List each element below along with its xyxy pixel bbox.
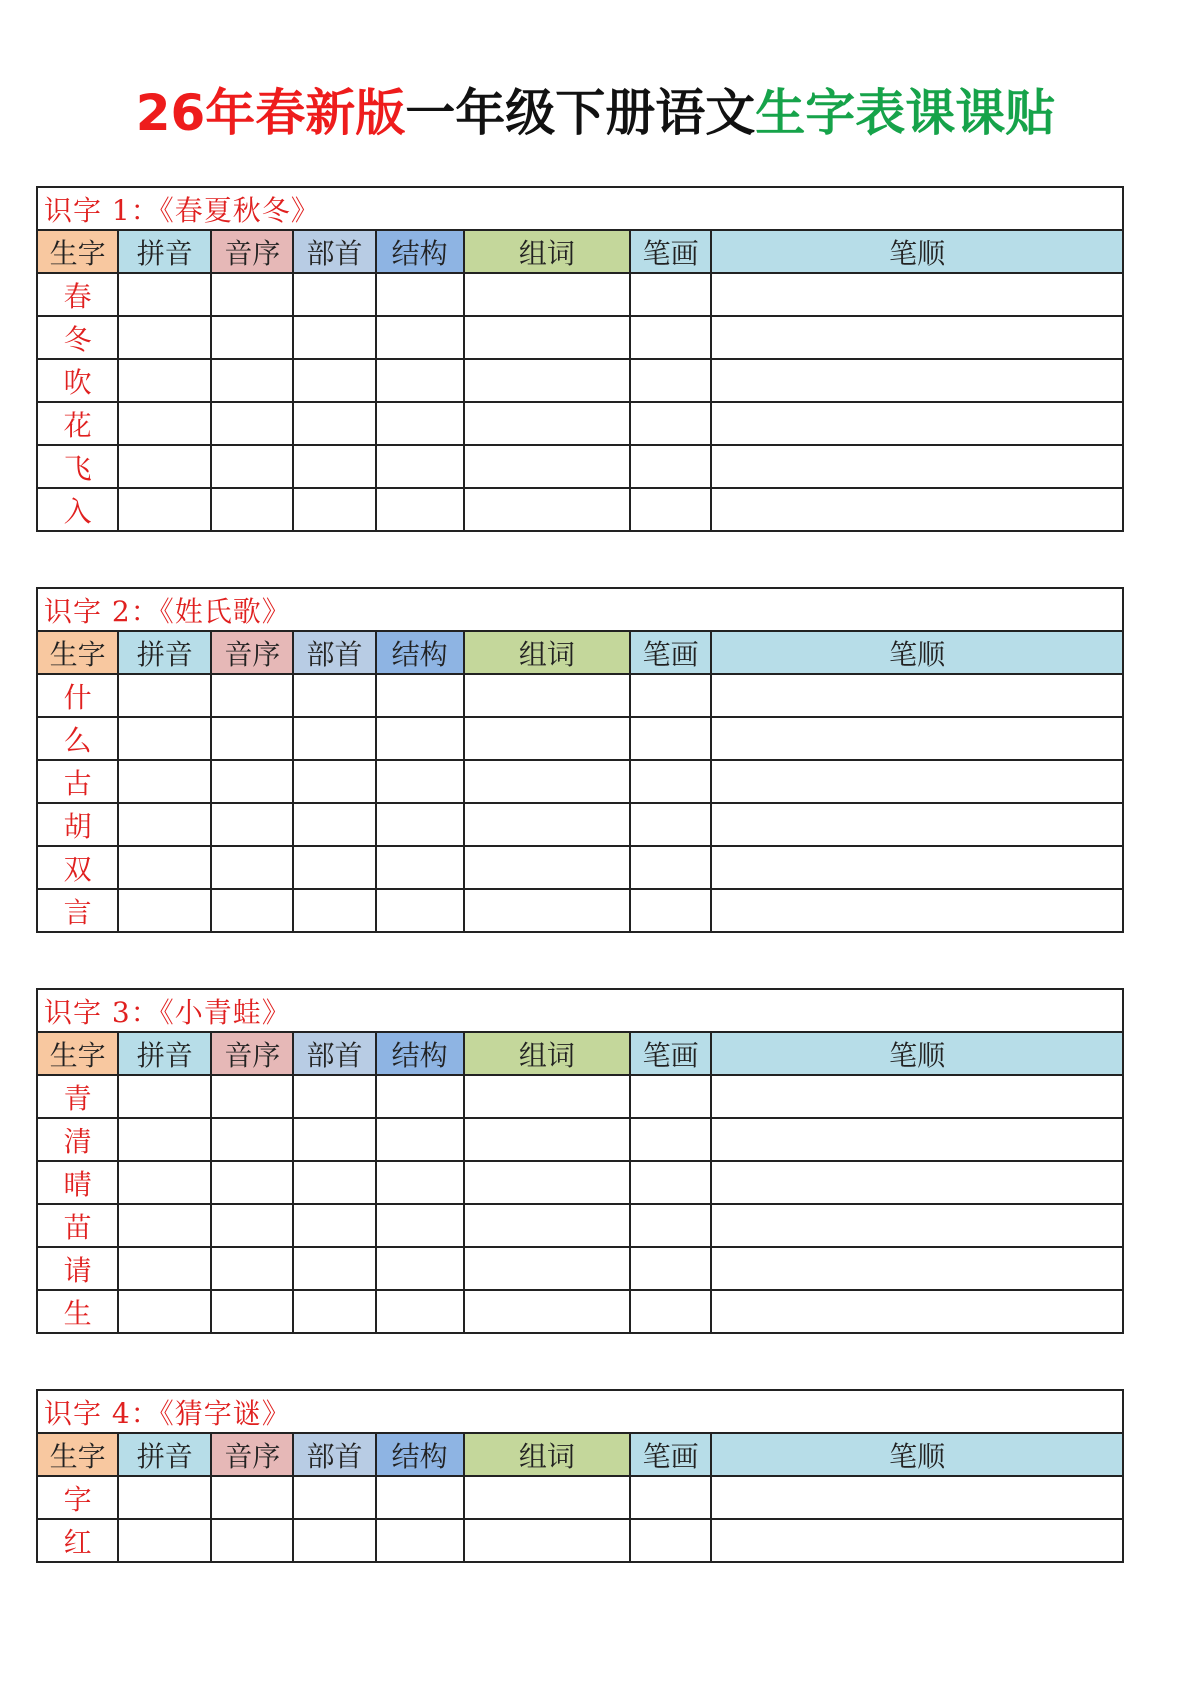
yinxu-cell[interactable] xyxy=(211,402,293,445)
pinyin-cell[interactable] xyxy=(118,889,211,932)
bihua-cell[interactable] xyxy=(630,1161,711,1204)
header-bushou: 部首 xyxy=(293,631,375,674)
header-bishun: 笔顺 xyxy=(711,230,1123,273)
char-cell: 胡 xyxy=(37,803,118,846)
bishun-cell[interactable] xyxy=(711,273,1123,316)
bishun-cell[interactable] xyxy=(711,1476,1123,1519)
bushou-cell[interactable] xyxy=(293,1161,375,1204)
bihua-cell[interactable] xyxy=(630,1118,711,1161)
header-row xyxy=(37,1032,1123,1075)
yinxu-cell[interactable] xyxy=(211,1519,293,1562)
yinxu-cell[interactable] xyxy=(211,1247,293,1290)
jiegou-cell[interactable] xyxy=(376,760,464,803)
bishun-cell[interactable] xyxy=(711,402,1123,445)
header-bishun: 笔顺 xyxy=(711,1433,1123,1476)
jiegou-cell[interactable] xyxy=(376,1476,464,1519)
yinxu-cell[interactable] xyxy=(211,1118,293,1161)
table-row xyxy=(37,1075,1123,1118)
header-shengzi: 生字 xyxy=(37,631,118,674)
bishun-cell[interactable] xyxy=(711,1519,1123,1562)
table-row xyxy=(37,717,1123,760)
jiegou-cell[interactable] xyxy=(376,1075,464,1118)
pinyin-cell[interactable] xyxy=(118,674,211,717)
zuci-cell[interactable] xyxy=(464,1476,630,1519)
table-row xyxy=(37,760,1123,803)
char-cell: 么 xyxy=(37,717,118,760)
header-yinxu: 音序 xyxy=(211,1032,293,1075)
lesson-caption: 识字 1：《春夏秋冬》 xyxy=(37,187,1123,230)
table-row xyxy=(37,674,1123,717)
pinyin-cell[interactable] xyxy=(118,1519,211,1562)
bishun-cell[interactable] xyxy=(711,1204,1123,1247)
pinyin-cell[interactable] xyxy=(118,273,211,316)
pinyin-cell[interactable] xyxy=(118,1118,211,1161)
yinxu-cell[interactable] xyxy=(211,760,293,803)
zuci-cell[interactable] xyxy=(464,674,630,717)
jiegou-cell[interactable] xyxy=(376,889,464,932)
bishun-cell[interactable] xyxy=(711,717,1123,760)
bushou-cell[interactable] xyxy=(293,359,375,402)
table-row xyxy=(37,1204,1123,1247)
lesson-caption: 识字 4：《猜字谜》 xyxy=(37,1390,1123,1433)
bihua-cell[interactable] xyxy=(630,445,711,488)
bihua-cell[interactable] xyxy=(630,717,711,760)
char-cell: 双 xyxy=(37,846,118,889)
zuci-cell[interactable] xyxy=(464,1075,630,1118)
yinxu-cell[interactable] xyxy=(211,717,293,760)
header-zuci: 组词 xyxy=(464,230,630,273)
header-yinxu: 音序 xyxy=(211,230,293,273)
header-pinyin: 拼音 xyxy=(118,230,211,273)
char-cell: 清 xyxy=(37,1118,118,1161)
bishun-cell[interactable] xyxy=(711,760,1123,803)
zuci-cell[interactable] xyxy=(464,273,630,316)
bihua-cell[interactable] xyxy=(630,1204,711,1247)
zuci-cell[interactable] xyxy=(464,1290,630,1333)
char-cell: 字 xyxy=(37,1476,118,1519)
header-jiegou: 结构 xyxy=(376,1032,464,1075)
pinyin-cell[interactable] xyxy=(118,488,211,531)
header-zuci: 组词 xyxy=(464,1433,630,1476)
zuci-cell[interactable] xyxy=(464,445,630,488)
bishun-cell[interactable] xyxy=(711,1075,1123,1118)
pinyin-cell[interactable] xyxy=(118,760,211,803)
header-jiegou: 结构 xyxy=(376,1433,464,1476)
bushou-cell[interactable] xyxy=(293,488,375,531)
pinyin-cell[interactable] xyxy=(118,1290,211,1333)
header-bushou: 部首 xyxy=(293,1433,375,1476)
yinxu-cell[interactable] xyxy=(211,1161,293,1204)
header-bishun: 笔顺 xyxy=(711,1032,1123,1075)
bihua-cell[interactable] xyxy=(630,1290,711,1333)
bihua-cell[interactable] xyxy=(630,273,711,316)
table-row xyxy=(37,1247,1123,1290)
zuci-cell[interactable] xyxy=(464,1247,630,1290)
zuci-cell[interactable] xyxy=(464,1204,630,1247)
zuci-cell[interactable] xyxy=(464,1118,630,1161)
header-bihua: 笔画 xyxy=(630,1433,711,1476)
lesson-table xyxy=(36,587,1124,933)
table-row xyxy=(37,488,1123,531)
yinxu-cell[interactable] xyxy=(211,1075,293,1118)
bushou-cell[interactable] xyxy=(293,273,375,316)
jiegou-cell[interactable] xyxy=(376,1204,464,1247)
bishun-cell[interactable] xyxy=(711,889,1123,932)
bihua-cell[interactable] xyxy=(630,1476,711,1519)
char-cell: 青 xyxy=(37,1075,118,1118)
bushou-cell[interactable] xyxy=(293,889,375,932)
yinxu-cell[interactable] xyxy=(211,803,293,846)
header-pinyin: 拼音 xyxy=(118,1433,211,1476)
lesson-table xyxy=(36,988,1124,1334)
header-zuci: 组词 xyxy=(464,631,630,674)
header-yinxu: 音序 xyxy=(211,631,293,674)
char-cell: 入 xyxy=(37,488,118,531)
zuci-cell[interactable] xyxy=(464,760,630,803)
lesson-caption: 识字 3：《小青蛙》 xyxy=(37,989,1123,1032)
table-row xyxy=(37,889,1123,932)
bushou-cell[interactable] xyxy=(293,760,375,803)
char-cell: 请 xyxy=(37,1247,118,1290)
bihua-cell[interactable] xyxy=(630,359,711,402)
header-bushou: 部首 xyxy=(293,230,375,273)
jiegou-cell[interactable] xyxy=(376,1118,464,1161)
header-shengzi: 生字 xyxy=(37,230,118,273)
jiegou-cell[interactable] xyxy=(376,488,464,531)
header-bushou: 部首 xyxy=(293,1032,375,1075)
jiegou-cell[interactable] xyxy=(376,273,464,316)
yinxu-cell[interactable] xyxy=(211,316,293,359)
char-cell: 什 xyxy=(37,674,118,717)
header-shengzi: 生字 xyxy=(37,1032,118,1075)
pinyin-cell[interactable] xyxy=(118,1476,211,1519)
table-row xyxy=(37,846,1123,889)
bishun-cell[interactable] xyxy=(711,846,1123,889)
lesson-table xyxy=(36,186,1124,532)
jiegou-cell[interactable] xyxy=(376,803,464,846)
jiegou-cell[interactable] xyxy=(376,445,464,488)
zuci-cell[interactable] xyxy=(464,316,630,359)
pinyin-cell[interactable] xyxy=(118,1247,211,1290)
pinyin-cell[interactable] xyxy=(118,846,211,889)
bushou-cell[interactable] xyxy=(293,1476,375,1519)
pinyin-cell[interactable] xyxy=(118,1075,211,1118)
bihua-cell[interactable] xyxy=(630,760,711,803)
pinyin-cell[interactable] xyxy=(118,717,211,760)
header-shengzi: 生字 xyxy=(37,1433,118,1476)
bushou-cell[interactable] xyxy=(293,1290,375,1333)
char-cell: 飞 xyxy=(37,445,118,488)
yinxu-cell[interactable] xyxy=(211,889,293,932)
header-bihua: 笔画 xyxy=(630,1032,711,1075)
header-bihua: 笔画 xyxy=(630,631,711,674)
bihua-cell[interactable] xyxy=(630,1247,711,1290)
pinyin-cell[interactable] xyxy=(118,1204,211,1247)
pinyin-cell[interactable] xyxy=(118,402,211,445)
char-cell: 古 xyxy=(37,760,118,803)
bihua-cell[interactable] xyxy=(630,1519,711,1562)
pinyin-cell[interactable] xyxy=(118,359,211,402)
header-bishun: 笔顺 xyxy=(711,631,1123,674)
pinyin-cell[interactable] xyxy=(118,803,211,846)
bishun-cell[interactable] xyxy=(711,359,1123,402)
jiegou-cell[interactable] xyxy=(376,674,464,717)
pinyin-cell[interactable] xyxy=(118,316,211,359)
zuci-cell[interactable] xyxy=(464,846,630,889)
yinxu-cell[interactable] xyxy=(211,846,293,889)
table-row xyxy=(37,1118,1123,1161)
jiegou-cell[interactable] xyxy=(376,1519,464,1562)
bushou-cell[interactable] xyxy=(293,717,375,760)
lesson-table xyxy=(36,1389,1124,1563)
char-cell: 生 xyxy=(37,1290,118,1333)
bihua-cell[interactable] xyxy=(630,803,711,846)
bushou-cell[interactable] xyxy=(293,1247,375,1290)
zuci-cell[interactable] xyxy=(464,402,630,445)
bihua-cell[interactable] xyxy=(630,316,711,359)
bushou-cell[interactable] xyxy=(293,402,375,445)
title-part-green: 生字表课课贴 xyxy=(755,84,1056,142)
bishun-cell[interactable] xyxy=(711,1118,1123,1161)
bishun-cell[interactable] xyxy=(711,445,1123,488)
bushou-cell[interactable] xyxy=(293,803,375,846)
yinxu-cell[interactable] xyxy=(211,1204,293,1247)
bushou-cell[interactable] xyxy=(293,1204,375,1247)
zuci-cell[interactable] xyxy=(464,1161,630,1204)
yinxu-cell[interactable] xyxy=(211,1290,293,1333)
zuci-cell[interactable] xyxy=(464,488,630,531)
header-pinyin: 拼音 xyxy=(118,1032,211,1075)
header-pinyin: 拼音 xyxy=(118,631,211,674)
zuci-cell[interactable] xyxy=(464,803,630,846)
header-row xyxy=(37,1433,1123,1476)
header-row xyxy=(37,230,1123,273)
bushou-cell[interactable] xyxy=(293,1118,375,1161)
lesson-caption: 识字 2：《姓氏歌》 xyxy=(37,588,1123,631)
table-row xyxy=(37,445,1123,488)
zuci-cell[interactable] xyxy=(464,359,630,402)
bihua-cell[interactable] xyxy=(630,488,711,531)
bushou-cell[interactable] xyxy=(293,674,375,717)
char-cell: 红 xyxy=(37,1519,118,1562)
bishun-cell[interactable] xyxy=(711,674,1123,717)
pinyin-cell[interactable] xyxy=(118,445,211,488)
zuci-cell[interactable] xyxy=(464,717,630,760)
bushou-cell[interactable] xyxy=(293,846,375,889)
header-zuci: 组词 xyxy=(464,1032,630,1075)
char-cell: 春 xyxy=(37,273,118,316)
bishun-cell[interactable] xyxy=(711,1161,1123,1204)
bihua-cell[interactable] xyxy=(630,889,711,932)
jiegou-cell[interactable] xyxy=(376,402,464,445)
table-row xyxy=(37,402,1123,445)
table-row xyxy=(37,803,1123,846)
yinxu-cell[interactable] xyxy=(211,359,293,402)
header-jiegou: 结构 xyxy=(376,631,464,674)
header-yinxu: 音序 xyxy=(211,1433,293,1476)
yinxu-cell[interactable] xyxy=(211,488,293,531)
bushou-cell[interactable] xyxy=(293,1075,375,1118)
char-cell: 言 xyxy=(37,889,118,932)
page-title xyxy=(0,78,1191,148)
zuci-cell[interactable] xyxy=(464,1519,630,1562)
table-row xyxy=(37,359,1123,402)
header-row xyxy=(37,631,1123,674)
yinxu-cell[interactable] xyxy=(211,445,293,488)
bushou-cell[interactable] xyxy=(293,1519,375,1562)
jiegou-cell[interactable] xyxy=(376,316,464,359)
table-row xyxy=(37,316,1123,359)
char-cell: 苗 xyxy=(37,1204,118,1247)
title-part-red: 26年春新版 xyxy=(135,84,406,142)
bishun-cell[interactable] xyxy=(711,1247,1123,1290)
jiegou-cell[interactable] xyxy=(376,1290,464,1333)
yinxu-cell[interactable] xyxy=(211,273,293,316)
jiegou-cell[interactable] xyxy=(376,1161,464,1204)
yinxu-cell[interactable] xyxy=(211,674,293,717)
jiegou-cell[interactable] xyxy=(376,717,464,760)
bushou-cell[interactable] xyxy=(293,445,375,488)
bushou-cell[interactable] xyxy=(293,316,375,359)
title-part-black: 一年级下册语文 xyxy=(405,84,756,142)
char-cell: 花 xyxy=(37,402,118,445)
table-row xyxy=(37,1476,1123,1519)
bishun-cell[interactable] xyxy=(711,316,1123,359)
bihua-cell[interactable] xyxy=(630,402,711,445)
table-row xyxy=(37,1290,1123,1333)
char-cell: 吹 xyxy=(37,359,118,402)
bishun-cell[interactable] xyxy=(711,803,1123,846)
char-cell: 冬 xyxy=(37,316,118,359)
yinxu-cell[interactable] xyxy=(211,1476,293,1519)
zuci-cell[interactable] xyxy=(464,889,630,932)
table-row xyxy=(37,273,1123,316)
jiegou-cell[interactable] xyxy=(376,1247,464,1290)
bihua-cell[interactable] xyxy=(630,1075,711,1118)
table-row xyxy=(37,1519,1123,1562)
table-row xyxy=(37,1161,1123,1204)
bishun-cell[interactable] xyxy=(711,1290,1123,1333)
pinyin-cell[interactable] xyxy=(118,1161,211,1204)
char-cell: 晴 xyxy=(37,1161,118,1204)
bihua-cell[interactable] xyxy=(630,674,711,717)
bishun-cell[interactable] xyxy=(711,488,1123,531)
jiegou-cell[interactable] xyxy=(376,846,464,889)
jiegou-cell[interactable] xyxy=(376,359,464,402)
bihua-cell[interactable] xyxy=(630,846,711,889)
header-jiegou: 结构 xyxy=(376,230,464,273)
header-bihua: 笔画 xyxy=(630,230,711,273)
